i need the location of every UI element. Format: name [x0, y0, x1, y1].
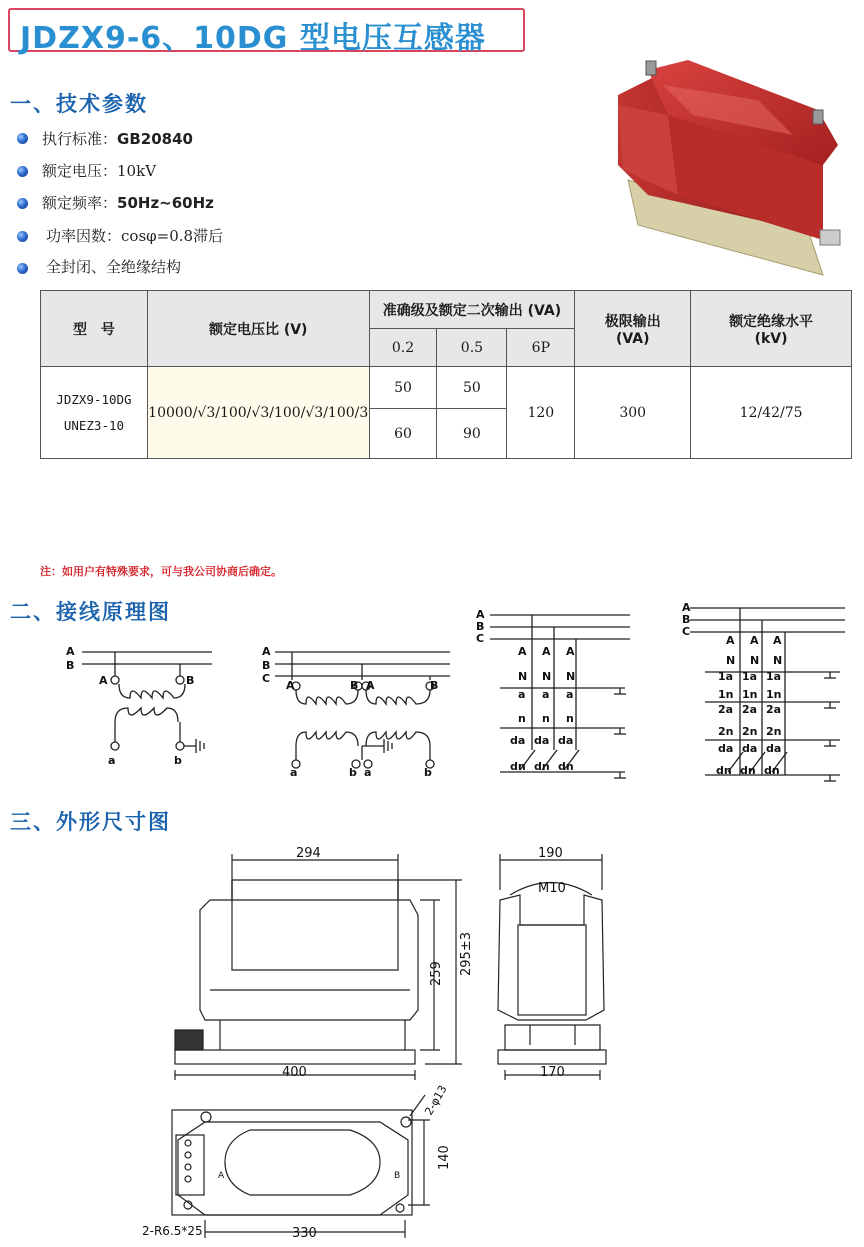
- wire-label: A: [726, 634, 735, 647]
- wire-label: A: [66, 645, 75, 658]
- dim-front-height-inner: 259: [429, 961, 444, 986]
- plan-label-b: B: [394, 1171, 401, 1181]
- model-1: JDZX9-10DG: [56, 391, 132, 407]
- wire-label: dn: [716, 764, 732, 777]
- wire-label: b: [174, 754, 182, 767]
- spec-value: 全封闭、全绝缘结构: [46, 258, 182, 276]
- wire-label: A: [682, 601, 691, 614]
- wire-label: A: [476, 608, 485, 621]
- header-limit: [575, 291, 691, 367]
- wire-label: n: [542, 712, 550, 725]
- wire-label: 1n: [718, 688, 734, 701]
- spec-label: 功率因数：: [46, 227, 122, 245]
- section-title-tech: 一、技术参数: [10, 92, 148, 116]
- spec-value: GB20840: [117, 130, 193, 148]
- wire-label: C: [476, 632, 485, 645]
- wire-label: C: [262, 672, 271, 685]
- wire-label: 1n: [766, 688, 782, 701]
- wire-label: N: [542, 670, 552, 683]
- wire-label: n: [566, 712, 574, 725]
- wire-label: 1a: [766, 670, 782, 683]
- wire-label: da: [534, 734, 550, 747]
- wire-label: a: [542, 688, 550, 701]
- wire-label: A: [518, 645, 527, 658]
- wire-label: da: [510, 734, 526, 747]
- header-limit-line1: 极限输出: [604, 313, 661, 330]
- wire-label: A: [773, 634, 782, 647]
- wire-label: B: [430, 679, 439, 692]
- header-ratio: 额定电压比 (V): [147, 291, 369, 367]
- cell-02-a: 50: [369, 367, 437, 409]
- model-2: UNEZ3-10: [63, 417, 125, 433]
- header-limit-line2: (VA): [615, 330, 650, 347]
- wire-label: A: [542, 645, 551, 658]
- header-acc-05: 0.5: [437, 329, 507, 367]
- header-model: 型 号: [41, 291, 148, 367]
- spec-label: 额定频率：: [42, 194, 118, 212]
- wire-label: N: [518, 670, 528, 683]
- plan-label-a: A: [218, 1171, 225, 1181]
- product-photo: [608, 55, 858, 280]
- wire-label: 1a: [742, 670, 758, 683]
- wire-label: b: [424, 766, 432, 779]
- page-title: JDZX9-6、10DG 型电压互感器: [20, 21, 486, 56]
- cell-ratio: 10000/√3/100/√3/100/√3/100/3: [147, 367, 369, 459]
- wire-label: a: [290, 766, 298, 779]
- header-acc-6p: 6P: [507, 329, 575, 367]
- spec-standard: [42, 128, 193, 149]
- title-box: [8, 8, 525, 56]
- spec-label: 执行标准：: [42, 130, 118, 148]
- wire-label: N: [773, 654, 783, 667]
- header-acc-02: 0.2: [369, 329, 437, 367]
- wire-label: N: [726, 654, 736, 667]
- wire-label: da: [766, 742, 782, 755]
- wiring-diagrams: [0, 600, 864, 800]
- cell-05-a: 50: [437, 367, 507, 409]
- dim-side-bolt: M10: [538, 881, 566, 896]
- wire-label: A: [566, 645, 575, 658]
- dim-front-height-total: 295±3: [459, 932, 474, 976]
- wire-label: a: [364, 766, 372, 779]
- wire-label: A: [286, 679, 295, 692]
- dim-plan-slot: 2-R6.5*25: [142, 1224, 203, 1238]
- dim-plan-height: 140: [437, 1145, 452, 1170]
- wire-label: a: [518, 688, 526, 701]
- wire-label: B: [476, 620, 485, 633]
- spec-value: 10kV: [117, 162, 157, 180]
- bullet-icon: [17, 263, 28, 274]
- spec-voltage: [42, 160, 156, 181]
- wire-label: B: [350, 679, 359, 692]
- wire-label: da: [718, 742, 734, 755]
- wire-label: b: [349, 766, 357, 779]
- wire-label: 2a: [766, 703, 782, 716]
- wire-label: a: [108, 754, 116, 767]
- cell-05-b: 90: [437, 409, 507, 459]
- spec-label: 额定电压：: [42, 162, 118, 180]
- dim-side-width-top: 190: [538, 846, 563, 861]
- wire-label: da: [742, 742, 758, 755]
- dim-plan-width: 330: [292, 1226, 317, 1241]
- dim-plan-hole: 2-φ13: [422, 1083, 450, 1118]
- wire-label: dn: [558, 760, 574, 773]
- dim-front-width-top: 294: [296, 846, 321, 861]
- wire-label: dn: [764, 764, 780, 777]
- cell-02-b: 60: [369, 409, 437, 459]
- section-title-wiring: 二、接线原理图: [10, 600, 171, 624]
- header-insulation: [691, 291, 852, 367]
- wire-label: B: [186, 674, 195, 687]
- wire-label: a: [566, 688, 574, 701]
- wire-label: A: [366, 679, 375, 692]
- wire-label: A: [99, 674, 108, 687]
- wire-label: B: [262, 659, 271, 672]
- bullet-icon: [17, 231, 28, 242]
- wire-label: B: [66, 659, 75, 672]
- wire-label: B: [682, 613, 691, 626]
- wire-label: 2n: [718, 725, 734, 738]
- wire-label: 1a: [718, 670, 734, 683]
- spec-frequency: [42, 192, 214, 213]
- wire-label: dn: [510, 760, 526, 773]
- wire-label: da: [558, 734, 574, 747]
- cell-insulation: 12/42/75: [691, 367, 852, 459]
- spec-structure: [46, 256, 181, 277]
- cell-limit: 300: [575, 367, 691, 459]
- dim-side-base: 170: [540, 1065, 565, 1080]
- section-title-dimensions: 三、外形尺寸图: [10, 810, 171, 834]
- cell-model: [41, 367, 148, 459]
- wire-label: 2n: [766, 725, 782, 738]
- dimension-drawings: [0, 840, 864, 1245]
- spec-power-factor: [46, 225, 223, 246]
- wire-label: A: [750, 634, 759, 647]
- header-insulation-line1: 额定绝缘水平: [729, 313, 814, 330]
- wire-label: 1n: [742, 688, 758, 701]
- spec-value: cosφ=0.8滞后: [121, 227, 224, 245]
- wire-label: 2a: [718, 703, 734, 716]
- wire-label: dn: [740, 764, 756, 777]
- wire-label: N: [750, 654, 760, 667]
- note-text: 注：如用户有特殊要求，可与我公司协商后确定。: [40, 565, 282, 578]
- wire-label: 2a: [742, 703, 758, 716]
- bullet-icon: [17, 198, 28, 209]
- bullet-icon: [17, 166, 28, 177]
- bullet-icon: [17, 133, 28, 144]
- wire-label: 2n: [742, 725, 758, 738]
- cell-6p: 120: [507, 367, 575, 459]
- spec-value: 50Hz~60Hz: [117, 194, 214, 212]
- header-insulation-line2: (kV): [754, 330, 788, 347]
- wire-label: C: [682, 625, 691, 638]
- wire-label: A: [262, 645, 271, 658]
- dim-front-base: 400: [282, 1065, 307, 1080]
- spec-table: [40, 290, 852, 459]
- wire-label: N: [566, 670, 576, 683]
- wire-label: n: [518, 712, 526, 725]
- header-accuracy: 准确级及额定二次输出 (VA): [369, 291, 575, 329]
- wire-label: dn: [534, 760, 550, 773]
